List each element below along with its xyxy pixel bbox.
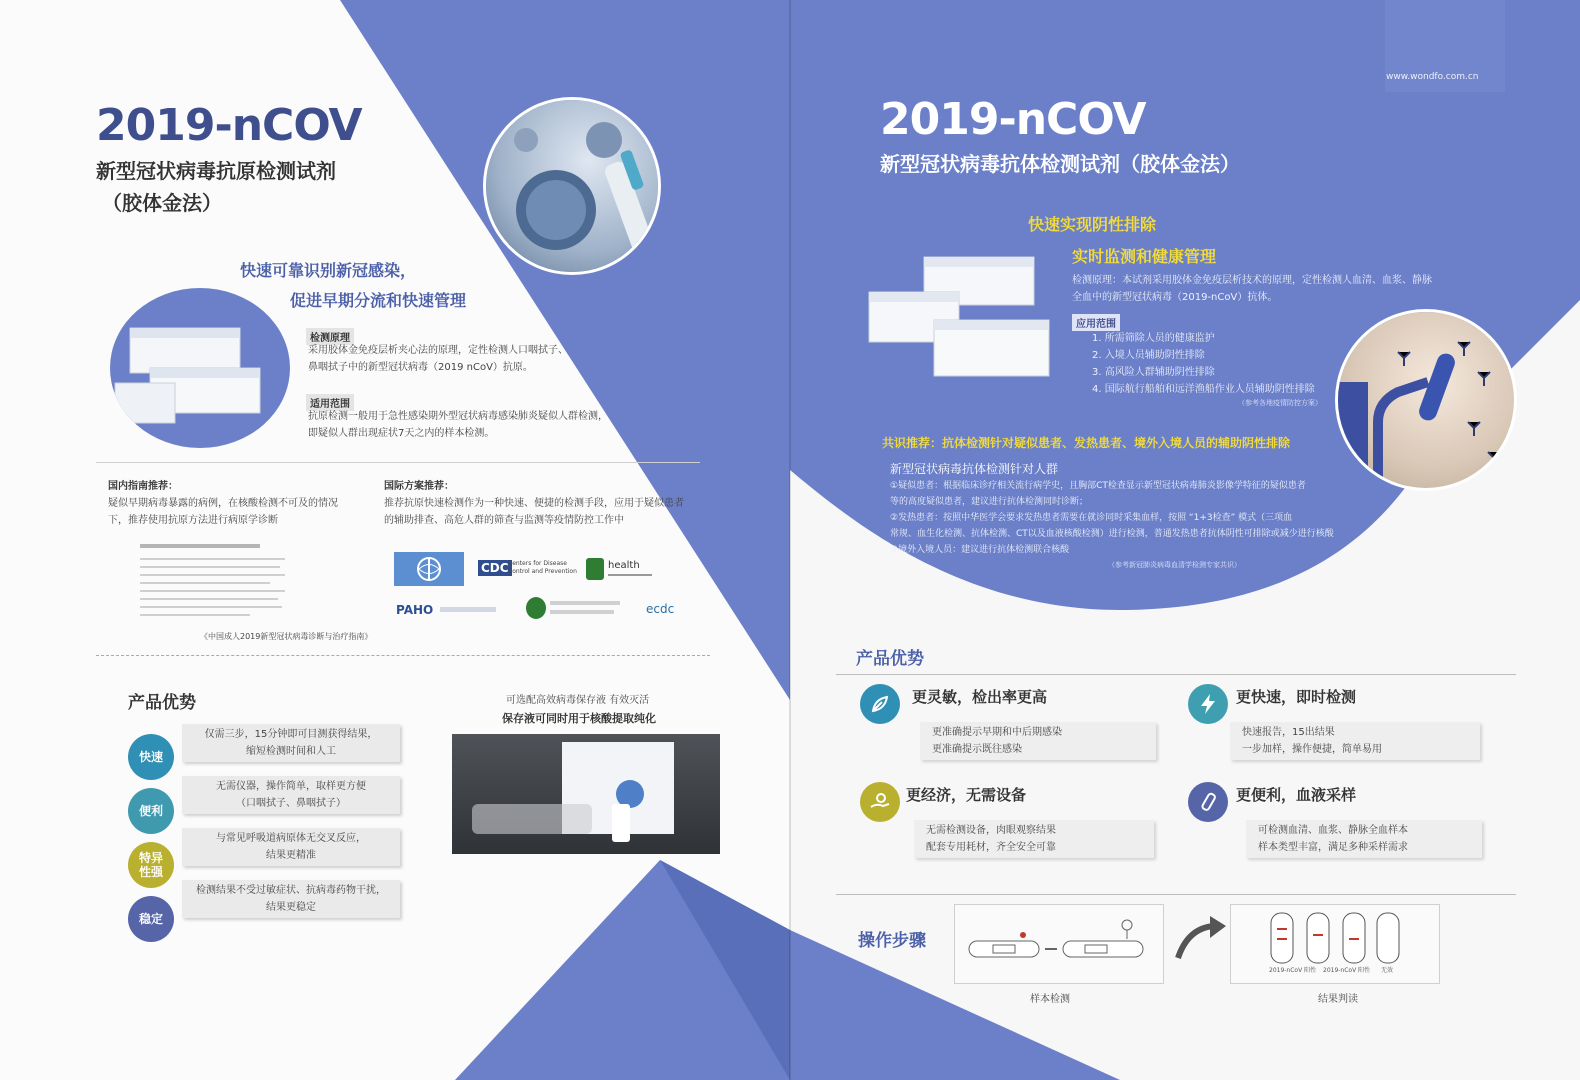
feature-fast-line-1: 快速报告，15出结果	[1242, 727, 1335, 738]
feature-fast-line-2: 一步加样，操作便捷，简单易用	[1242, 744, 1382, 755]
advantage-stable-line-2: 结果更稳定	[266, 902, 316, 913]
right-divider-2	[836, 894, 1516, 895]
result-label-3: 无效	[1381, 967, 1394, 974]
result-interpretation-diagram	[1230, 904, 1440, 984]
left-slogan-line-1: 快速可靠识别新冠感染，	[240, 261, 417, 280]
economic-icon	[860, 782, 900, 822]
scope-item-4: 4. 国际航行船舶和远洋渔船作业人员辅助阴性排除	[1092, 384, 1315, 395]
target-line-4: 常规、血生化检测、抗体检测、CT以及血液核酸检测）进行检测，普通发热患者抗体阴性可排除或减少进行核酸	[890, 529, 1334, 539]
guideline-document-thumbnail	[140, 540, 290, 622]
result-label-1: 2019-nCoV 阳性	[1269, 967, 1317, 974]
pakistan-logo-text-bar-2	[550, 610, 614, 614]
principle-line-2: 鼻咽拭子中的新型冠状病毒（2019 nCoV）抗原。	[308, 362, 533, 373]
target-population-list	[890, 478, 1334, 558]
scope-item-2: 2. 入境人员辅助阴性排除	[1092, 350, 1205, 361]
step-2-label: 结果判读	[1318, 994, 1358, 1005]
advantage-convenient-line-1: 无需仪器，操作简单，取样更方便	[216, 781, 366, 792]
target-line-5: ③境外入境人员：建议进行抗体检测联合核酸	[890, 545, 1070, 555]
document-lines-icon	[140, 540, 290, 622]
cdc-logo: CDC	[478, 560, 512, 576]
sensitive-icon	[860, 684, 900, 724]
kit-photo-icon	[452, 734, 720, 854]
feature-economic-line-2: 配套专用耗材，齐全安全可靠	[926, 842, 1056, 853]
scope-line-1: 抗原检测一般用于急性感染期外型冠状病毒感染肺炎疑似人群检测，	[308, 411, 608, 422]
consensus-recommendation: 共识推荐：抗体检测针对疑似患者、发热患者、境外入境人员的辅助阴性排除	[882, 436, 1291, 450]
operation-steps-heading: 操作步骤	[858, 931, 926, 951]
scope-text	[308, 408, 608, 442]
result-cassettes-icon	[1231, 905, 1439, 967]
international-guideline	[384, 478, 684, 529]
scope-note: （参考各地疫情防控方案）	[1238, 399, 1322, 407]
left-product-subtitle: 新型冠状病毒抗原检测试剂	[96, 159, 336, 183]
hand-coin-icon	[869, 791, 891, 813]
cdc-logo-text	[508, 560, 577, 576]
target-line-2: 等的高度疑似患者，建议进行抗体检测同时诊断；	[890, 497, 1089, 507]
target-line-3: ②发热患者：按照中华医学会要求发热患者需要在就诊同时采集血样，按照 “1+3检查” 模式（三项血	[890, 513, 1293, 523]
result-label-2: 2019-nCoV 阳性	[1323, 967, 1371, 974]
advantage-stable-badge: 稳定	[128, 896, 174, 942]
domestic-heading: 国内指南推荐：	[108, 481, 178, 492]
lightning-icon	[1198, 693, 1218, 715]
left-advantages-heading: 产品优势	[128, 693, 196, 713]
right-slogan-2: 实时监测和健康管理	[1072, 247, 1217, 266]
left-divider-2	[96, 655, 710, 656]
feature-economic-text	[914, 820, 1154, 858]
international-line-2: 的辅助排查、高危人群的筛查与监测等疫情防控工作中	[384, 515, 624, 526]
feature-blood-line-2: 样本类型丰富，满足多种采样需求	[1258, 842, 1408, 853]
document-caption: 《中国成人2019新型冠状病毒诊断与治疗指南》	[200, 632, 373, 641]
south-africa-crest-icon	[586, 558, 604, 580]
antibody-illustration	[1338, 312, 1514, 488]
antibody-kit-photo	[864, 252, 1054, 382]
advantage-stable-line-1: 检测结果不受过敏症状、抗病毒药物干扰，	[196, 885, 386, 896]
company-website: www.wondfo.com.cn	[1386, 72, 1479, 82]
right-product-subtitle: 新型冠状病毒抗体检测试剂（胶体金法）	[880, 152, 1240, 176]
feature-economic-line-1: 无需检测设备，肉眼观察结果	[926, 825, 1056, 836]
page-fold	[789, 0, 791, 1080]
feature-fast-text	[1230, 722, 1480, 760]
feature-sensitive-title: 更灵敏，检出率更高	[912, 688, 1048, 706]
feature-fast-title: 更快速，即时检测	[1236, 688, 1357, 706]
application-scope-label: 应用范围	[1072, 314, 1120, 331]
feature-sensitive-line-1: 更准确提示早期和中后期感染	[932, 727, 1062, 738]
virus-icon	[486, 100, 658, 272]
who-logo	[394, 552, 464, 586]
scope-line-2: 即疑似人群出现症状7天之内的样本检测。	[308, 428, 495, 439]
scope-item-1: 1. 所需筛除人员的健康监护	[1092, 333, 1215, 344]
advantage-specific-badge	[128, 842, 174, 888]
cdc-text-line-1: Centers for Disease	[508, 560, 567, 567]
right-advantages-heading: 产品优势	[856, 649, 924, 669]
feature-blood-title: 更便利，血液采样	[1236, 786, 1357, 804]
advantage-convenient-text	[182, 776, 400, 814]
scope-item-3: 3. 高风险人群辅助阴性排除	[1092, 367, 1215, 378]
antibody-principle-line-2: 全血中的新型冠状病毒（2019-nCoV）抗体。	[1072, 292, 1278, 303]
cdc-text-line-2: Control and Prevention	[508, 568, 577, 575]
preservation-line-2: 保存液可同时用于核酸提取纯化	[502, 712, 656, 725]
advantage-specific-text	[182, 828, 400, 866]
principle-line-1: 采用胶体金免疫层析夹心法的原理，定性检测人口咽拭子、	[308, 345, 568, 356]
feature-sensitive-text	[920, 722, 1156, 760]
left-product-title: 2019-nCOV	[96, 100, 362, 151]
pakistan-emblem-icon	[526, 597, 546, 619]
domestic-line-2: 下，推荐使用抗原方法进行病原学诊断	[108, 515, 278, 526]
advantage-specific-line-1: 与常见呼吸道病原体无交叉反应，	[216, 833, 366, 844]
leaf-icon	[869, 693, 891, 715]
scope-label: 适用范围	[306, 394, 354, 411]
paho-logo-text-bar	[440, 607, 496, 612]
principle-label: 检测原理	[306, 328, 354, 345]
right-slogan-1: 快速实现阴性排除	[1028, 215, 1157, 234]
feature-blood-line-1: 可检测血清、血浆、静脉全血样本	[1258, 825, 1408, 836]
target-population-note: （参考新冠肺炎病毒血清学检测专家共识）	[1108, 561, 1241, 569]
antibody-principle	[1072, 272, 1432, 306]
health-logo: health	[608, 560, 640, 571]
target-line-1: ①疑似患者：根据临床诊疗相关流行病学史，且胸部CT检查显示新型冠状病毒肺炎影像学特征的疑似患者	[890, 481, 1306, 491]
next-step-arrow-icon	[1174, 914, 1230, 964]
preservation-line-1: 可选配高效病毒保存液 有效灭活	[506, 695, 650, 706]
fast-icon	[1188, 684, 1228, 724]
cassette-drop-icon	[955, 905, 1163, 983]
advantage-fast-line-2: 缩短检测时间和人工	[246, 746, 336, 757]
right-product-title: 2019-nCOV	[880, 94, 1146, 145]
right-page	[790, 0, 1580, 1080]
left-slogan-line-2: 促进早期分流和快速管理	[290, 291, 467, 310]
antibody-principle-line-1: 检测原理：本试剂采用胶体金免疫层析技术的原理，定性检测人血清、血浆、静脉	[1072, 275, 1432, 286]
feature-blood-text	[1246, 820, 1482, 858]
advantage-specific-label-1: 特异	[138, 851, 163, 865]
virus-photo	[486, 100, 658, 272]
blood-sample-icon	[1188, 782, 1228, 822]
feature-economic-title: 更经济，无需设备	[906, 786, 1027, 804]
preservation-kit-photo	[452, 734, 720, 854]
advantage-fast-badge: 快速	[128, 734, 174, 780]
kit-box-icon	[110, 288, 290, 448]
ecdc-logo: ecdc	[646, 602, 675, 616]
antigen-kit-photo	[110, 288, 290, 448]
antibody-icon	[1338, 312, 1514, 488]
sample-test-diagram	[954, 904, 1164, 984]
left-divider-1	[96, 462, 700, 463]
feature-sensitive-line-2: 更准确提示既往感染	[932, 744, 1022, 755]
health-logo-underline	[608, 574, 652, 576]
application-scope-list	[1092, 330, 1315, 398]
pakistan-logo-text-bar-1	[550, 601, 620, 605]
paho-logo: PAHO	[396, 603, 434, 617]
test-tube-icon	[1197, 791, 1219, 813]
advantage-stable-text	[182, 880, 400, 918]
who-emblem-icon	[414, 556, 444, 582]
domestic-line-1: 疑似早期病毒暴露的病例，在核酸检测不可及的情况	[108, 498, 338, 509]
antibody-kit-box-icon	[864, 252, 1054, 382]
step-1-label: 样本检测	[1030, 994, 1070, 1005]
advantage-specific-label-2: 性强	[138, 865, 163, 879]
advantage-specific-line-2: 结果更精准	[266, 850, 316, 861]
left-product-subtitle-2: （胶体金法）	[102, 191, 222, 215]
advantage-convenient-badge: 便利	[128, 788, 174, 834]
advantage-fast-text	[182, 724, 400, 762]
target-population-heading: 新型冠状病毒抗体检测针对人群	[890, 462, 1059, 476]
principle-text	[308, 342, 568, 376]
international-heading: 国际方案推荐：	[384, 481, 454, 492]
advantage-fast-line-1: 仅需三步，15分钟即可目测获得结果，	[204, 729, 378, 740]
international-line-1: 推荐抗原快速检测作为一种快速、便捷的检测手段，应用于疑似患者	[384, 498, 684, 509]
advantage-convenient-line-2: （口咽拭子、鼻咽拭子）	[236, 798, 346, 809]
domestic-guideline	[108, 478, 338, 529]
right-divider-1	[836, 674, 1516, 675]
